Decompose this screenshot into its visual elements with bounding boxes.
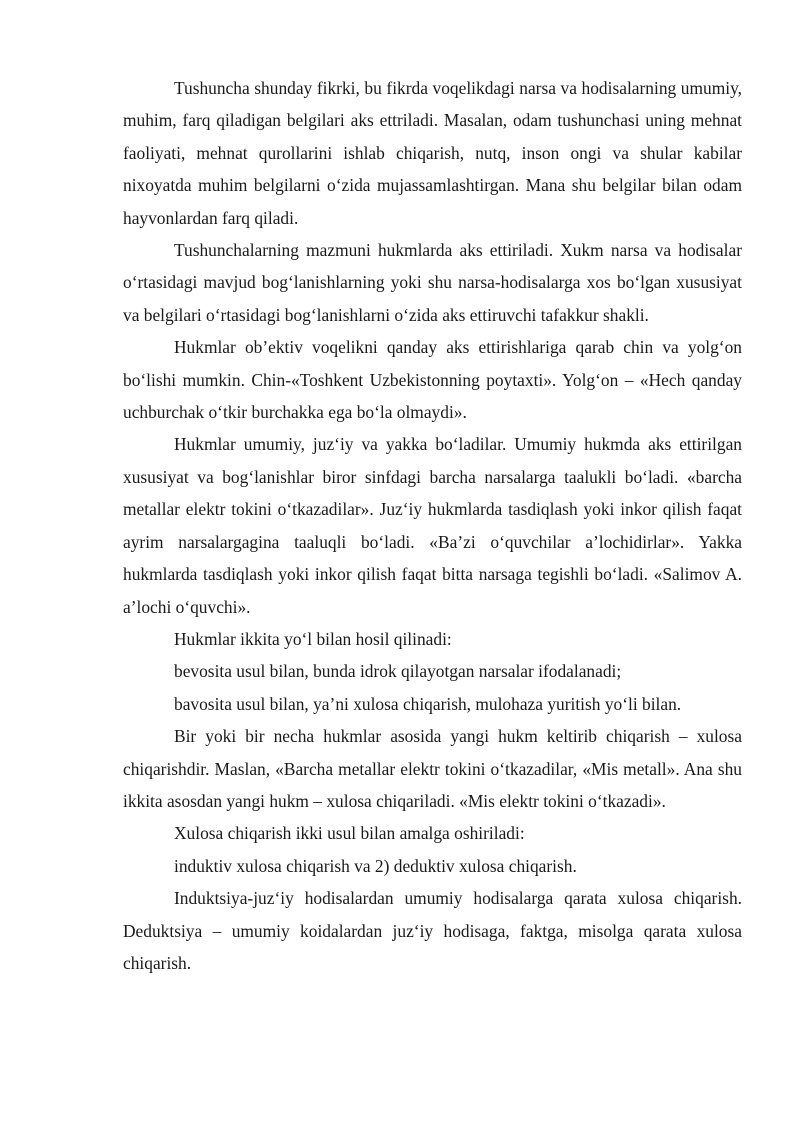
paragraph-inference-methods: Xulosa chiqarish ikki usul bilan amalga oshiriladi:: [174, 823, 525, 844]
paragraph-judgment-content: Tushunchalarning mazmuni hukmlarda aks ettiriladi. Xukm narsa va hodisalar o‘rtasidagi mavjud bog‘lanishlarning yoki shu narsa-hodisalarga xos bo‘lgan xususiyat va belgilari o‘rtasidagi bog‘lanishlarni o‘zida aks ettiruvchi tafakkur shakli.: [123, 240, 742, 325]
document-body: [123, 72, 742, 979]
paragraph-inductive-deductive: induktiv xulosa chiqarish va 2) deduktiv xulosa chiqarish.: [174, 855, 577, 876]
paragraph-judgment-formation: Hukmlar ikkita yo‘l bilan hosil qilinadi:: [174, 628, 452, 649]
paragraph-inference-definition: Bir yoki bir necha hukmlar asosida yangi hukm keltirib chiqarish – xulosa chiqarishdir. Maslan, «Barcha metallar elektr tokini o‘tkazadilar, «Mis metall». Ana shu ikkita asosdan yangi hukm – xulosa chiqariladi. «Mis elektr tokini o‘tkazadi».: [123, 726, 742, 811]
paragraph-true-false-judgments: Hukmlar ob’ektiv voqelikni qanday aks ettirishlariga qarab chin va yolg‘on bo‘lishi mumkin. Chin-«Toshkent Uzbekistonning poytaxti». Yolg‘on – «Hech qanday uchburchak o‘tkir burchakka ega bo‘la olmaydi».: [123, 337, 742, 423]
paragraph-judgment-types: Hukmlar umumiy, juz‘iy va yakka bo‘ladilar. Umumiy hukmda aks ettirilgan xususiyat va bog‘lanishlar biror sinfdagi barcha narsalarga taalukli bo‘ladi. «barcha metallar elektr tokini o‘tkazadilar». Juz‘iy hukmlarda tasdiqlash yoki inkor qilish faqat ayrim narsalargagina taaluqli bo‘ladi. «Ba’zi o‘quvchilar a’lochidirlar». Yakka hukmlarda tasdiqlash yoki inkor qilish faqat bitta narsaga tegishli bo‘ladi. «Salimov A. a’lochi o‘quvchi».: [123, 434, 742, 617]
paragraph-indirect-method: bavosita usul bilan, ya’ni xulosa chiqarish, mulohaza yuritish yo‘li bilan.: [174, 693, 682, 714]
paragraph-direct-method: bevosita usul bilan, bunda idrok qilayotgan narsalar ifodalanadi;: [174, 661, 622, 682]
paragraph-concept-definition: Tushuncha shunday fikrki, bu fikrda voqelikdagi narsa va hodisalarning umumiy, muhim, farq qiladigan belgilari aks ettriladi. Masalan, odam tushunchasi uning mehnat faoliyati, mehnat qurollarini ishlab chiqarish, nutq, inson ongi va shular kabilar nixoyatda muhim belgilarni o‘zida mujassamlashtirgan. Mana shu belgilar bilan odam hayvonlardan farq qiladi.: [123, 78, 742, 228]
paragraph-induction-deduction: Induktsiya-juz‘iy hodisalardan umumiy hodisalarga qarata xulosa chiqarish. Deduktsiya – umumiy koidalardan juz‘iy hodisaga, faktga, misolga qarata xulosa chiqarish.: [123, 888, 742, 973]
